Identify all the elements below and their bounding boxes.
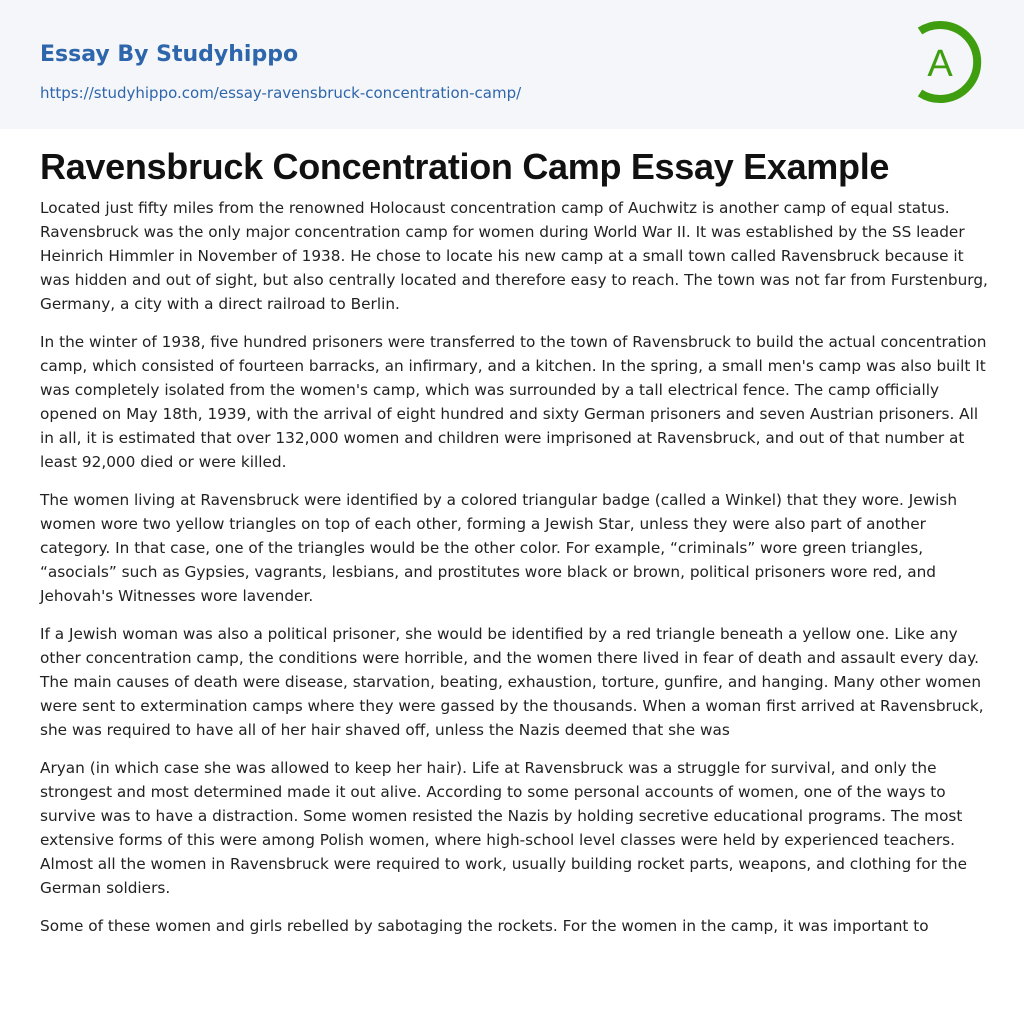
essay-paragraph: Aryan (in which case she was allowed to keep her hair). Life at Ravensbruck was a struggle for survival, and only the strongest and most determined made it out alive. According to some personal accounts of women, one of the ways to survive was to have a distraction. Some women resisted the Nazis by holding secretive educational programs. The most extensive forms of this were among Polish women, where high-school level classes were held by experienced teachers. Almost all the women in Ravensbruck were required to work, usually building rocket parts, weapons, and clothing for the German soldiers.: [40, 759, 968, 897]
brand-title: Essay By Studyhippo: [40, 42, 299, 67]
page-title: Ravensbruck Concentration Camp Essay Example: [40, 146, 890, 187]
essay-paragraph: If a Jewish woman was also a political prisoner, she would be identified by a red triangle beneath a yellow one. Like any other concentration camp, the conditions were horrible, and the women there lived in fear of death and assault every day. The main causes of death were disease, starvation, beating, exhaustion, torture, gunfire, and hanging. Many other women were sent to extermination camps where they were gassed by the thousands. When a woman first arrived at Ravensbruck, she was required to have all of her hair shaved off, unless the Nazis deemed that she was: [40, 625, 984, 739]
essay-paragraph: Some of these women and girls rebelled by sabotaging the rockets. For the women in the camp, it was important to: [40, 917, 929, 935]
essay-paragraph: In the winter of 1938, five hundred prisoners were transferred to the town of Ravensbruck to build the actual concentration camp, which consisted of fourteen barracks, an infirmary, and a kitchen. In the spring, a small men's camp was also built It was completely isolated from the women's camp, which was surrounded by a tall electrical fence. The camp officially opened on May 18th, 1939, with the arrival of eight hundred and sixty German prisoners and seven Austrian prisoners. All in all, it is estimated that over 132,000 women and children were imprisoned at Ravensbruck, and out of that number at least 92,000 died or were killed.: [40, 333, 987, 471]
essay-paragraph: Located just fifty miles from the renowned Holocaust concentration camp of Auchwitz is another camp of equal status. Ravensbruck was the only major concentration camp for women during World War II. It was established by the SS leader Heinrich Himmler in November of 1938. He chose to locate his new camp at a small town called Ravensbruck because it was hidden and out of sight, but also centrally located and therefore easy to reach. The town was not far from Furstenburg, Germany, a city with a direct railroad to Berlin.: [40, 199, 988, 313]
studyhippo-logo[interactable]: [912, 19, 986, 105]
essay-paragraph: The women living at Ravensbruck were identified by a colored triangular badge (called a Winkel) that they wore. Jewish women wore two yellow triangles on top of each other, forming a Jewish Star, unless they were also part of another category. In that case, one of the triangles would be the other color. For example, “criminals” wore green triangles, “asocials” such as Gypsies, vagrants, lesbians, and prostitutes wore black or brown, political prisoners wore red, and Jehovah's Witnesses wore lavender.: [40, 491, 958, 605]
essay-url-link[interactable]: https://studyhippo.com/essay-ravensbruck-concentration-camp/: [40, 84, 522, 102]
logo-ring-icon: [912, 19, 986, 105]
logo-letter: A: [927, 43, 953, 85]
essay-body: [40, 196, 990, 952]
